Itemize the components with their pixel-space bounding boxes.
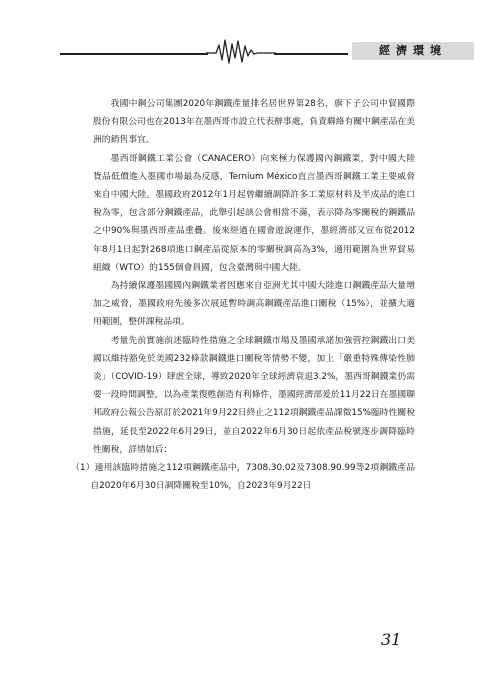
paragraph: 我國中鋼公司集團2020年鋼鐵產量排名居世界第28名，旗下子公司中貿國際股份有限公司也在2013年在墨西哥市設立代表辦事處，負責聯絡有關中鋼產品在美洲的銷售事宜。 xyxy=(93,99,415,146)
paragraph: 為持續保護墨國國內鋼鐵業者因應來自亞洲尤其中國大陸進口鋼鐵產品大量增加之威脅，墨國政府先後多次展延暫時調高鋼鐵產品進口關稅（15%），並擴大適用範圍，整併課稅品項。 xyxy=(93,281,415,328)
section-label: 經濟環境 xyxy=(352,42,474,60)
body-text xyxy=(71,95,415,495)
paragraph: 考量先前實施前述臨時性措施之全球鋼鐵市場及墨國承諾加強管控鋼鐵出口美國以維持豁免於美國232條款鋼鐵進口關稅等情勢不變，加上「嚴重特殊傳染性肺炎」（COVID-19）肆虐全球，導致2020年全球經濟衰退3.2%，墨西哥鋼鐵業仍需要一段時間調整，以為產業復甦創造有利條件，墨國經濟部爰於11月22日在墨國聯邦政府公報公告原訂於2021年9月22日終止之112項鋼鐵產品課徵15%臨時性關稅措施，延長至2022年6月29日，並自2022年6月30日起依產品稅號逐步調降臨時性關稅，詳情如后： xyxy=(93,335,415,455)
running-header xyxy=(60,36,447,66)
paragraph: 墨西哥鋼鐵工業公會（CANACERO）向來極力保護國內鋼鐵業，對中國大陸貨品低價進入墨國市場最為反感，Ternium México直言墨西哥鋼鐵工業主要威脅來自中國大陸。墨國政府2012年1月起曾繼續調降許多工業原材料及半成品的進口稅為零，包含部分鋼鐵產品，此舉引起該公會相當不滿，表示降為零關稅的鋼鐵品之中90%與墨西哥產品重疊。後來經過在國會遊說運作，墨經濟部又宣布從2012年8月1日起對268項進口鋼產品從原本的零關稅調高為3%，適用範圍為世界貿易組織（WTO）的155個會員國，包含臺灣與中國大陸。 xyxy=(93,153,415,273)
header-rule-right xyxy=(274,53,348,55)
page-number: 31 xyxy=(381,630,402,649)
header-rule-left xyxy=(60,53,208,55)
list-item: （1）適用該臨時措施之112項鋼鐵產品中，7308.30.02及7308.90.99等2項鋼鐵產品自2020年6月30日調降關稅至10%，自2023年9月22日 xyxy=(71,463,415,492)
heartbeat-wave-icon xyxy=(206,36,276,66)
